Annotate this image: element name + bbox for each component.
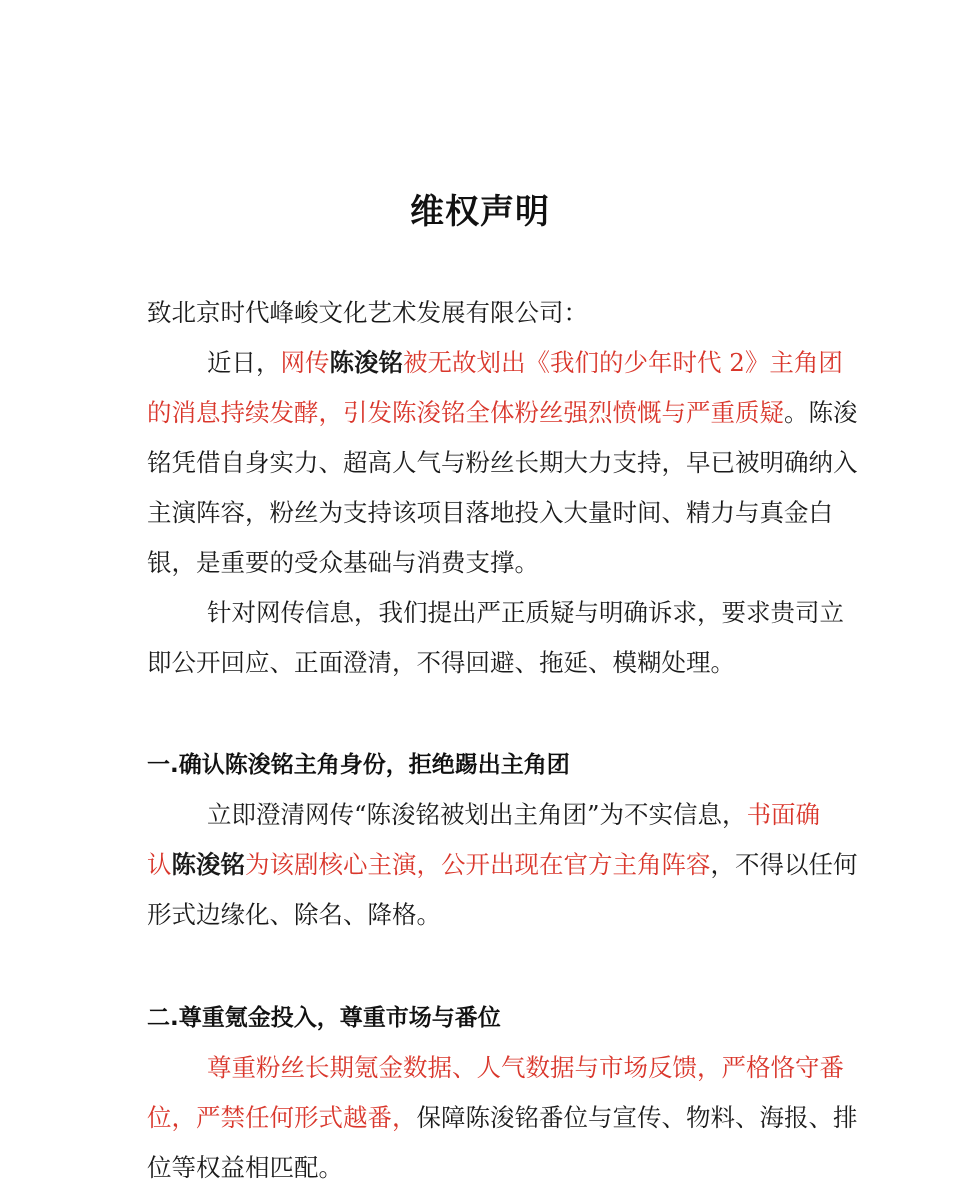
- intro-line-2: [147, 398, 858, 428]
- intro-line-4: 主演阵容，粉丝为支持该项目落地投入大量时间、精力与真金白: [147, 498, 833, 527]
- section-text: ，不得以任何: [710, 850, 858, 879]
- intro-line-3: 铭凭借自身实力、超高人气与粉丝长期大力支持，早已被明确纳入: [147, 448, 858, 477]
- highlight-text: 网传: [280, 348, 330, 377]
- intro-line-5: 银，是重要的受众基础与消费支撑。: [147, 548, 539, 577]
- intro-text: 近日，: [207, 348, 281, 377]
- highlight-text: 被无故划出《我们的少年时代 2》主角团: [403, 348, 843, 377]
- demand-line-1: 针对网传信息，我们提出严正质疑与明确诉求，要求贵司立: [207, 598, 844, 627]
- highlight-text: 位，严禁任何形式越番，: [147, 1103, 417, 1132]
- section-2-line-3: 位等权益相匹配。: [147, 1153, 343, 1182]
- section-text: 立即澄清网传“陈浚铭被划出主角团”为不实信息，: [207, 800, 747, 829]
- highlight-text: 为该剧核心主演，公开出现在官方主角阵容: [245, 850, 711, 879]
- section-2-line-2: [147, 1103, 858, 1133]
- intro-text: 。陈浚: [784, 398, 858, 427]
- section-2-line-1: 尊重粉丝长期氪金数据、人气数据与市场反馈，严格恪守番: [207, 1053, 844, 1082]
- name-text: 陈浚铭: [171, 850, 245, 879]
- highlight-text: 的消息持续发酵，引发陈浚铭全体粉丝强烈愤慨与严重质疑: [147, 398, 784, 427]
- intro-line-1: [207, 348, 843, 378]
- name-text: 陈浚铭: [329, 348, 403, 377]
- demand-line-2: 即公开回应、正面澄清，不得回避、拖延、模糊处理。: [147, 648, 735, 677]
- section-1-line-3: 形式边缘化、除名、降格。: [147, 900, 441, 929]
- document-title: 维权声明: [410, 192, 550, 232]
- section-text: 保障陈浚铭番位与宣传、物料、海报、排: [416, 1103, 858, 1132]
- section-2-heading: 二.尊重氪金投入，尊重市场与番位: [147, 1005, 501, 1031]
- addressee-line: 致北京时代峰峻文化艺术发展有限公司：: [147, 298, 588, 327]
- highlight-text: 书面确: [746, 800, 821, 829]
- section-1-heading: 一.确认陈浚铭主角身份，拒绝踢出主角团: [147, 752, 570, 778]
- highlight-text: 认: [147, 850, 172, 879]
- section-1-line-1: [207, 800, 820, 830]
- section-1-line-2: [147, 850, 858, 880]
